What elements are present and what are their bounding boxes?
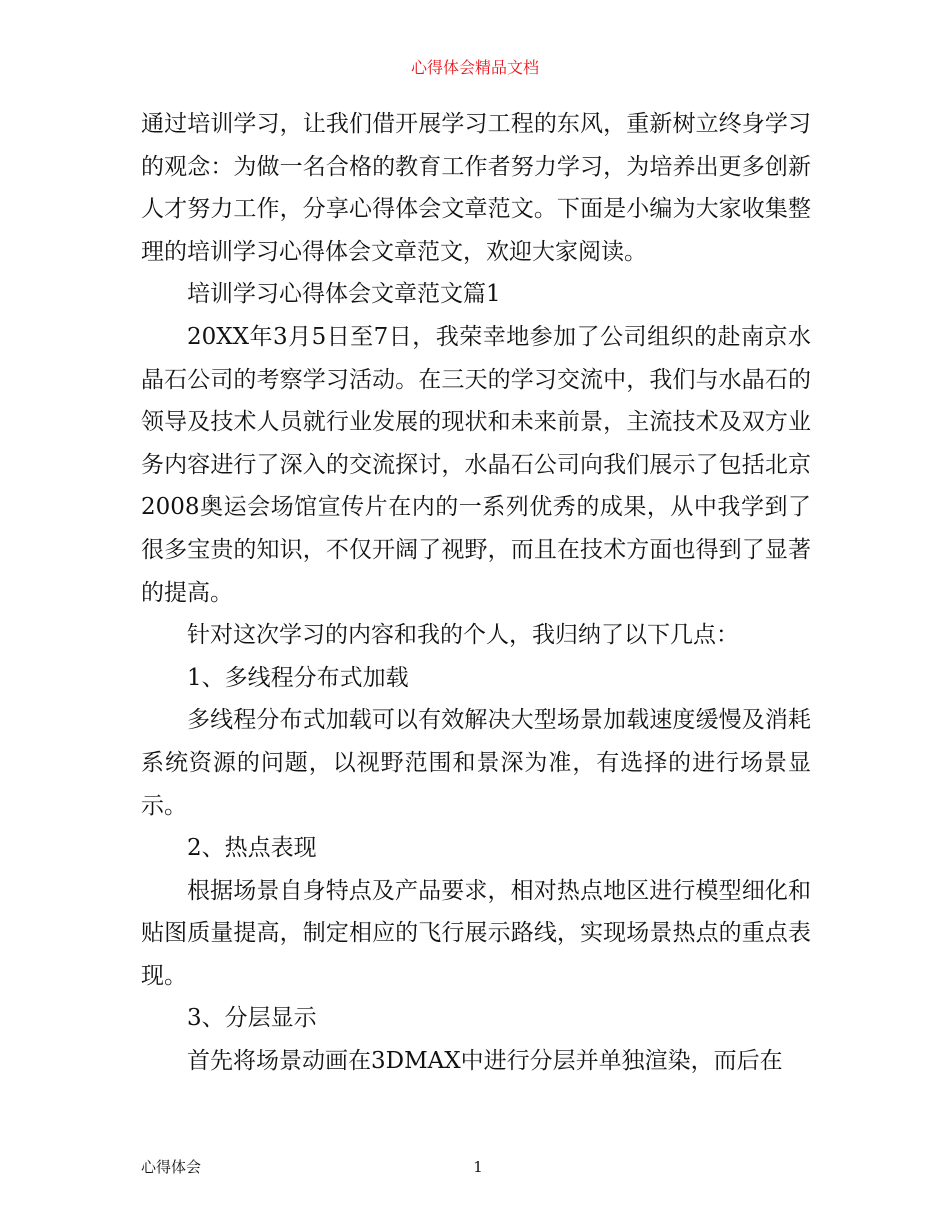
paragraph-point-1: 多线程分布式加载可以有效解决大型场景加载速度缓慢及消耗系统资源的问题，以视野范围和景深为准，有选择的进行场景显示。 (141, 707, 811, 819)
page-number: 1 (473, 1158, 483, 1176)
heading-point-2: 2、热点表现 (187, 835, 317, 862)
paragraph-visit-summary: 20XX年3月5日至7日，我荣幸地参加了公司组织的赴南京水晶石公司的考察学习活动。在三天的学习交流中，我们与水晶石的领导及技术人员就行业发展的现状和未来前景，主流技术及双方业务内容进行了深入的交流探讨，水晶石公司向我们展示了包括北京2008奥运会场馆宣传片在内的一系列优秀的成果，从中我学到了很多宝贵的知识，不仅开阔了视野，而且在技术方面也得到了显著的提高。 (141, 323, 811, 606)
document-header-title: 心得体会精品文档 (410, 58, 539, 77)
paragraph-point-3: 首先将场景动画在3DMAX中进行分层并单独渲染，而后在 (187, 1048, 783, 1075)
paragraph-intro: 通过培训学习，让我们借开展学习工程的东风，重新树立终身学习的观念：为做一名合格的教育工作者努力学习，为培养出更多创新人才努力工作，分享心得体会文章范文。下面是小编为大家收集整理的培训学习心得体会文章范文，欢迎大家阅读。 (141, 111, 811, 265)
paragraph-points-intro: 针对这次学习的内容和我的个人，我归纳了以下几点： (187, 622, 739, 649)
document-body (141, 103, 811, 1083)
paragraph-point-2: 根据场景自身特点及产品要求，相对热点地区进行模型细化和贴图质量提高，制定相应的飞行展示路线，实现场景热点的重点表现。 (141, 877, 811, 989)
heading-point-1: 1、多线程分布式加载 (187, 664, 409, 691)
heading-point-3: 3、分层显示 (187, 1005, 317, 1032)
paragraph-article-title: 培训学习心得体会文章范文篇1 (187, 281, 501, 308)
document-footer-label: 心得体会 (141, 1158, 202, 1176)
